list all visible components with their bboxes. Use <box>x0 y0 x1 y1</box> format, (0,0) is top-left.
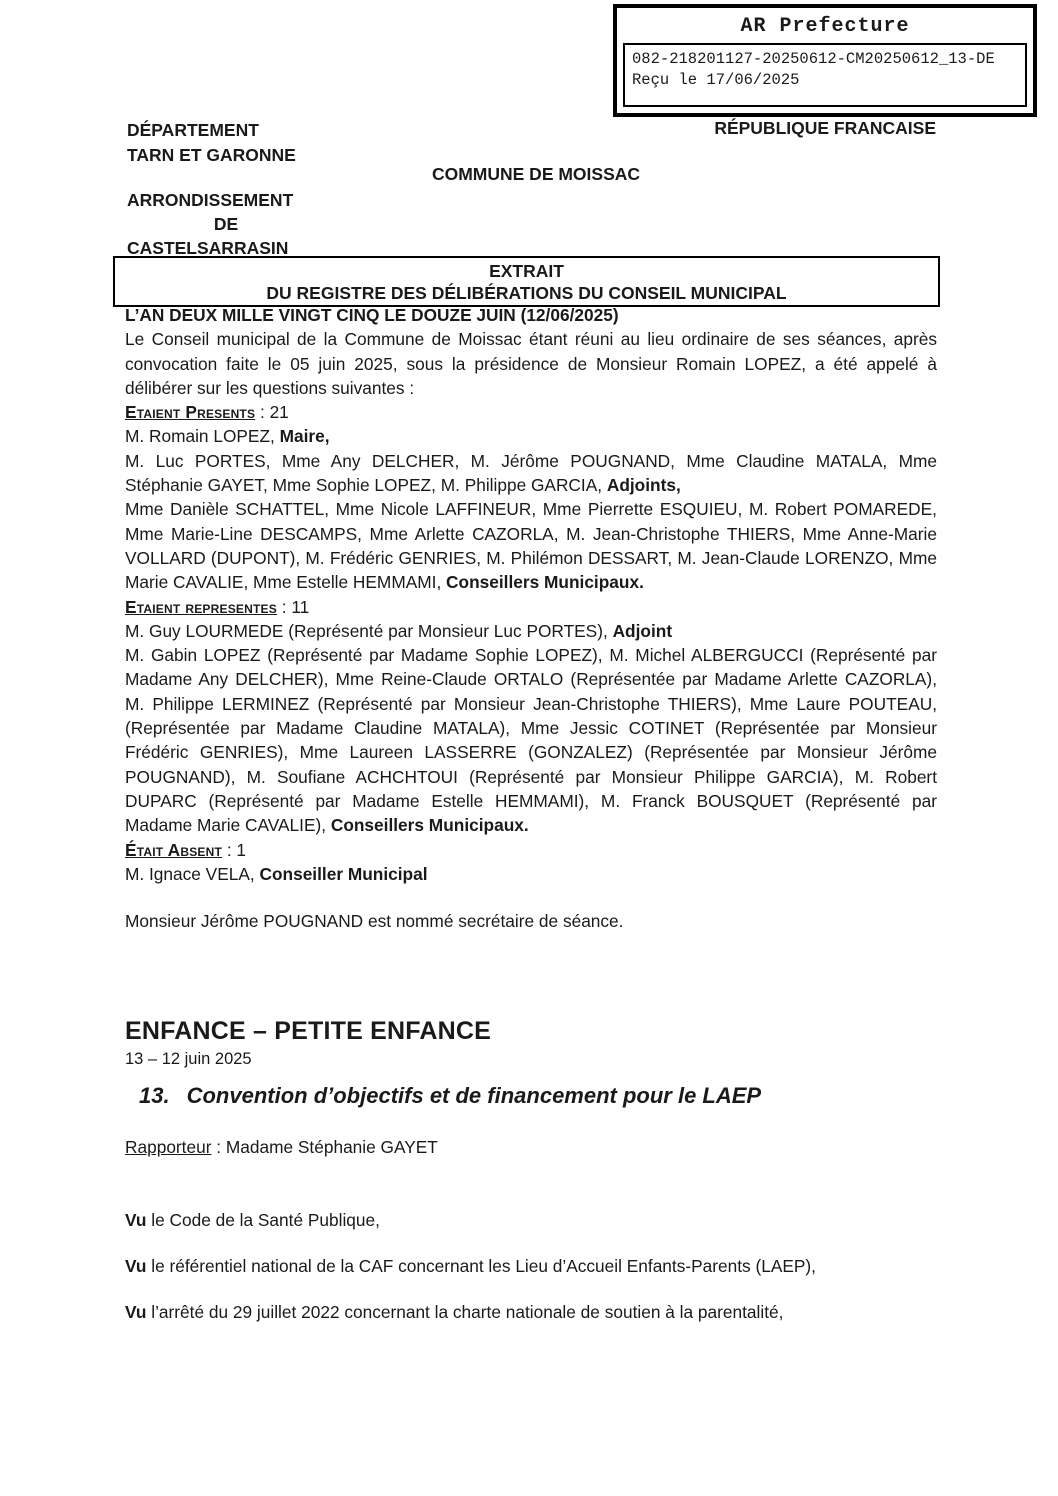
lourmede-name: M. Guy LOURMEDE (Représenté par Monsieur Luc PORTES), <box>125 620 613 641</box>
maire-name: M. Romain LOPEZ, <box>125 426 280 447</box>
item-number: 13. <box>139 1083 170 1109</box>
vu-line-1 <box>125 1208 937 1232</box>
rapporteur-label: Rapporteur <box>125 1137 212 1158</box>
departement-block <box>127 118 296 168</box>
representes-count: : 11 <box>276 596 310 617</box>
seance-date-line: L’AN DEUX MILLE VINGT CINQ LE DOUZE JUIN (12/06/2025) <box>125 305 619 325</box>
vela-line <box>125 862 937 886</box>
arrondissement-de: DE <box>213 214 239 234</box>
extrait-line2: DU REGISTRE DES DÉLIBÉRATIONS DU CONSEIL MUNICIPAL <box>266 283 787 303</box>
arrondissement-block <box>127 188 325 260</box>
deliberation-item-title <box>125 1084 937 1108</box>
extrait-box <box>113 256 940 307</box>
ar-prefecture-title: AR Prefecture <box>740 15 910 38</box>
conseillers-role: Conseillers Municipaux. <box>446 572 644 593</box>
departement-name: TARN ET GARONNE <box>127 145 296 165</box>
vela-role: Conseiller Municipal <box>259 863 428 884</box>
republique-title: RÉPUBLIQUE FRANCAISE <box>714 118 936 138</box>
absent-count: : 1 <box>222 839 247 860</box>
ar-received-date: Reçu le 17/06/2025 <box>632 71 800 89</box>
conseillers-names: Mme Danièle SCHATTEL, Mme Nicole LAFFINEUR, Mme Pierrette ESQUIEU, M. Robert POMAREDE, Mme Marie-Line DESCAMPS, Mme Arlette CAZORLA, M. Jean-Christophe THIERS, Mme Anne-Marie VOLLARD (DUPONT), M. Frédéric GENRIES, M. Philémon DESSART, M. Jean-Claude LORENZO, Mme Marie CAVALIE, Mme Estelle HEMMAMI, <box>125 499 937 593</box>
presents-label: Etaient Presents <box>125 402 256 423</box>
ar-prefecture-details <box>623 43 1027 107</box>
vu-1-keyword: Vu <box>125 1209 147 1230</box>
absent-label: Était Absent <box>125 839 223 860</box>
secretaire-line: Monsieur Jérôme POUGNAND est nommé secrétaire de séance. <box>125 911 624 932</box>
vu-2-keyword: Vu <box>125 1255 147 1276</box>
representes-role: Conseillers Municipaux. <box>330 815 529 836</box>
rapporteur-name: : Madame Stéphanie GAYET <box>211 1137 438 1158</box>
extrait-line1: EXTRAIT <box>489 261 564 281</box>
absent-heading <box>125 838 937 862</box>
vu-3-text: l’arrêté du 29 juillet 2022 concernant la charte nationale de soutien à la parentalité, <box>146 1302 784 1323</box>
presents-heading <box>125 400 937 424</box>
vu-line-2 <box>125 1254 937 1278</box>
representes-label: Etaient representes <box>125 596 277 617</box>
representes-paragraph <box>125 643 937 837</box>
adjoints-paragraph <box>125 449 937 498</box>
arrondissement-label: ARRONDISSEMENT <box>127 190 294 210</box>
representes-names: M. Gabin LOPEZ (Représenté par Madame Sophie LOPEZ), M. Michel ALBERGUCCI (Représenté par Madame Any DELCHER), Mme Reine-Claude ORTALO (Représentée par Madame Arlette CAZORLA), M. Philippe LERMINEZ (Représenté par Monsieur Jean-Christophe THIERS), Mme Laure POUTEAU, (Représentée par Madame Claudine MATALA), Mme Jessic COTINET (Représentée par Monsieur Frédéric GENRIES), Mme Laureen LASSERRE (GONZALEZ) (Représentée par Monsieur Jérôme POUGNAND), M. Soufiane ACHCHTOUI (Représenté par Monsieur Philippe GARCIA), M. Robert DUPARC (Représenté par Madame Estelle HEMMAMI), M. Franck BOUSQUET (Représenté par Madame Marie CAVALIE), <box>125 645 937 836</box>
lourmede-role: Adjoint <box>612 620 673 641</box>
vu-line-3 <box>125 1300 937 1324</box>
representes-heading <box>125 595 937 619</box>
item-title-text: Convention d’objectifs et de financement pour le LAEP <box>186 1083 762 1109</box>
document-body <box>125 303 937 1325</box>
ar-prefecture-stamp <box>613 4 1037 117</box>
maire-role: Maire, <box>279 426 330 447</box>
arrondissement-name: CASTELSARRASIN <box>127 238 289 258</box>
vu-3-keyword: Vu <box>125 1302 147 1323</box>
departement-label: DÉPARTEMENT <box>127 120 259 140</box>
section-subtitle: 13 – 12 juin 2025 <box>125 1049 252 1068</box>
presents-count: : 21 <box>255 402 289 423</box>
seance-intro: Le Conseil municipal de la Commune de Moissac étant réuni au lieu ordinaire de ses séances, après convocation faite le 05 juin 2025, sous la présidence de Monsieur Romain LOPEZ, a été appelé à délibérer sur les questions suivantes : <box>125 329 937 398</box>
maire-line <box>125 424 937 448</box>
conseillers-paragraph <box>125 497 937 594</box>
vu-1-text: le Code de la Santé Publique, <box>146 1209 380 1230</box>
ar-reference-number: 082-218201127-20250612-CM20250612_13-DE <box>632 50 995 68</box>
vela-name: M. Ignace VELA, <box>125 863 260 884</box>
vu-2-text: le référentiel national de la CAF concernant les Lieu d’Accueil Enfants-Parents (LAEP), <box>146 1255 816 1276</box>
adjoints-role: Adjoints, <box>606 475 681 496</box>
section-title: ENFANCE – PETITE ENFANCE <box>125 1017 491 1046</box>
adjoints-names: M. Luc PORTES, Mme Any DELCHER, M. Jérôme POUGNAND, Mme Claudine MATALA, Mme Stéphanie GAYET, Mme Sophie LOPEZ, M. Philippe GARCIA, <box>125 450 937 496</box>
lourmede-line <box>125 619 937 643</box>
commune-title: COMMUNE DE MOISSAC <box>431 164 641 184</box>
rapporteur-line <box>125 1135 937 1159</box>
